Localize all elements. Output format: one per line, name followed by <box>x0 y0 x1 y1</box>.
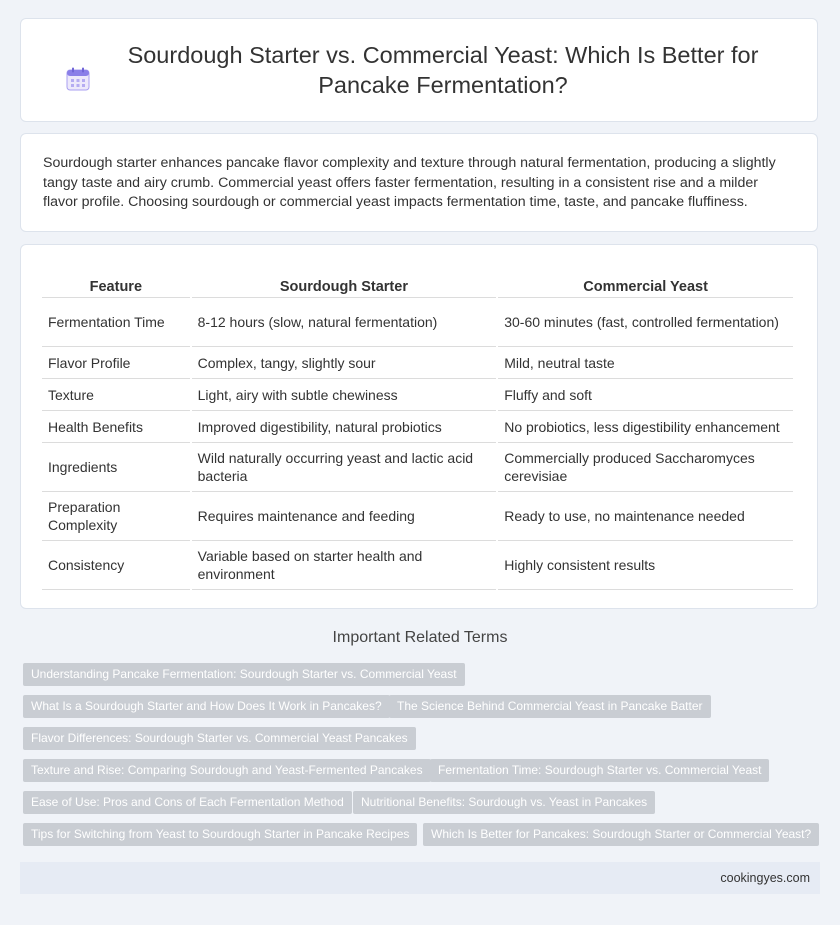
related-term-link[interactable]: Ease of Use: Pros and Cons of Each Fermentation Method <box>23 791 352 814</box>
table-cell: Wild naturally occurring yeast and lactic acid bacteria <box>192 443 497 492</box>
table-row <box>42 541 793 590</box>
intro-text: Sourdough starter enhances pancake flavor complexity and texture through natural fermentation, producing a slightly tangy taste and airy crumb. Commercial yeast offers faster fermentation, resulting in a consistent rise and a milder flavor profile. Choosing sourdough or commercial yeast impacts fermentation time, taste, and pancake fluffiness. <box>43 155 776 210</box>
related-term-link[interactable]: Nutritional Benefits: Sourdough vs. Yeast in Pancakes <box>353 791 655 814</box>
table-cell: Health Benefits <box>42 411 190 443</box>
table-cell: Ingredients <box>42 443 190 492</box>
table-cell: 8-12 hours (slow, natural fermentation) <box>192 298 497 347</box>
table-cell: Flavor Profile <box>42 347 190 379</box>
table-header-row <box>42 275 793 298</box>
table-cell: Preparation Complexity <box>42 492 190 541</box>
table-row <box>42 298 793 347</box>
related-term-link[interactable]: Which Is Better for Pancakes: Sourdough Starter or Commercial Yeast? <box>423 823 819 846</box>
table-cell: Variable based on starter health and environment <box>192 541 497 590</box>
table-cell: Improved digestibility, natural probiotics <box>192 411 497 443</box>
table-cell: Commercially produced Saccharomyces cerevisiae <box>498 443 793 492</box>
related-term-link[interactable]: The Science Behind Commercial Yeast in Pancake Batter <box>389 695 711 718</box>
table-cell: Complex, tangy, slightly sour <box>192 347 497 379</box>
intro-card <box>20 133 818 232</box>
table-cell: Highly consistent results <box>498 541 793 590</box>
table-cell: Light, airy with subtle chewiness <box>192 379 497 411</box>
table-cell: Fluffy and soft <box>498 379 793 411</box>
table-cell: Ready to use, no maintenance needed <box>498 492 793 541</box>
table-row <box>42 347 793 379</box>
comparison-card <box>20 244 818 609</box>
related-term-link[interactable]: Fermentation Time: Sourdough Starter vs. Commercial Yeast <box>430 759 769 782</box>
table-cell: Fermentation Time <box>42 298 190 347</box>
table-cell: No probiotics, less digestibility enhancement <box>498 411 793 443</box>
calendar-icon <box>65 66 91 92</box>
table-cell: Texture <box>42 379 190 411</box>
related-terms-title: Important Related Terms <box>332 629 508 646</box>
column-header: Commercial Yeast <box>498 275 793 298</box>
related-term-link[interactable]: Texture and Rise: Comparing Sourdough and Yeast-Fermented Pancakes <box>23 759 431 782</box>
related-term-link[interactable]: What Is a Sourdough Starter and How Does It Work in Pancakes? <box>23 695 390 718</box>
column-header: Sourdough Starter <box>192 275 497 298</box>
table-cell: Consistency <box>42 541 190 590</box>
table-row <box>42 411 793 443</box>
related-term-link[interactable]: Flavor Differences: Sourdough Starter vs. Commercial Yeast Pancakes <box>23 727 416 750</box>
table-row <box>42 443 793 492</box>
footer-site-link[interactable]: cookingyes.com <box>720 871 810 885</box>
table-row <box>42 492 793 541</box>
related-term-link[interactable]: Tips for Switching from Yeast to Sourdough Starter in Pancake Recipes <box>23 823 417 846</box>
comparison-table <box>40 275 795 590</box>
table-cell: Mild, neutral taste <box>498 347 793 379</box>
table-cell: Requires maintenance and feeding <box>192 492 497 541</box>
table-row <box>42 379 793 411</box>
page-title: Sourdough Starter vs. Commercial Yeast: Which Is Better for Pancake Fermentation? <box>127 42 759 98</box>
footer <box>20 862 820 894</box>
table-cell: 30-60 minutes (fast, controlled fermentation) <box>498 298 793 347</box>
column-header: Feature <box>42 275 190 298</box>
header-card <box>20 18 818 122</box>
related-term-link[interactable]: Understanding Pancake Fermentation: Sourdough Starter vs. Commercial Yeast <box>23 663 465 686</box>
